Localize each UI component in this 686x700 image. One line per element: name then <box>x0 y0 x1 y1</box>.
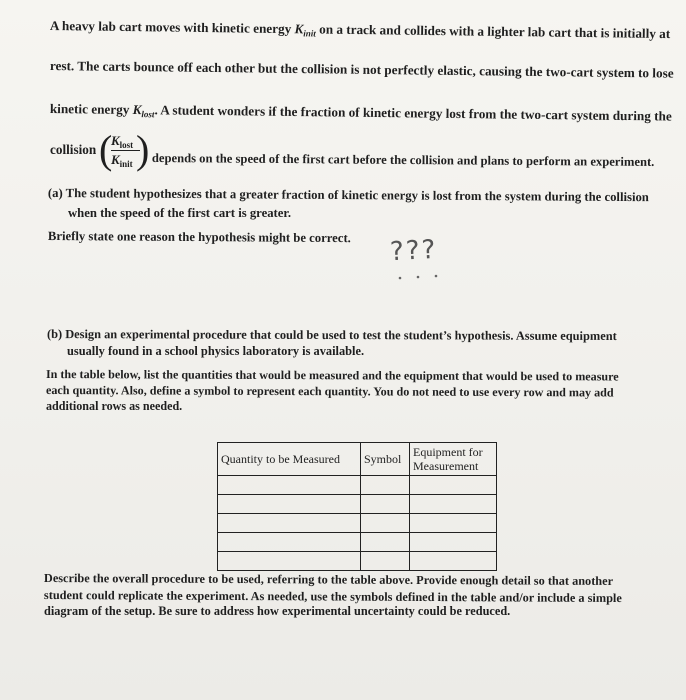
describe-line-1: Describe the overall procedure to be used, referring to the table above. Provide enough detail so that another <box>43 571 614 588</box>
table-intro-line-1: In the table below, list the quantities that would be measured and the equipment that would be used to measure <box>45 367 619 384</box>
collision-word: collision <box>50 142 97 157</box>
equipment-cell[interactable] <box>410 514 497 533</box>
handwritten-question-marks: ??? <box>389 234 439 268</box>
part-b-line-1: (b) Design an experimental procedure that could be used to test the student’s hypothesis. Assume equipment <box>46 327 617 343</box>
header-quantity: Quantity to be Measured <box>218 443 361 476</box>
k-lost-symbol: K <box>132 102 142 118</box>
table-row <box>218 514 497 533</box>
measurement-table <box>217 442 497 571</box>
intro-line-3: kinetic energy $K_{lost}$. A student wonders if the fraction of kinetic energy lost from the two-cart system during the <box>49 101 672 124</box>
describe-line-2: student could replicate the experiment. As needed, use the symbols defined in the table and/or include a simple <box>43 588 622 606</box>
intro-line-1: A heavy lab cart moves with kinetic energy $K_{init}$ on a track and collides with a lighter lab cart that is initially at <box>49 18 671 42</box>
equipment-cell[interactable] <box>410 552 497 571</box>
symbol-cell[interactable] <box>361 552 410 571</box>
intro-line-2: rest. The carts bounce off each other but the collision is not perfectly elastic, causing the two-cart system to lose <box>49 58 674 81</box>
quantity-cell[interactable] <box>218 552 361 571</box>
part-a-prompt: Briefly state one reason the hypothesis might be correct. <box>47 228 351 246</box>
table-header-row <box>218 443 497 476</box>
quantity-cell[interactable] <box>218 476 361 495</box>
table-row <box>218 533 497 552</box>
quantity-cell[interactable] <box>218 533 361 552</box>
table-row <box>218 495 497 514</box>
symbol-cell[interactable] <box>361 533 410 552</box>
table-row <box>218 552 497 571</box>
intro-line-4: depends on the speed of the first cart before the collision and plans to perform an experiment. <box>151 150 655 169</box>
right-paren: ) <box>136 127 150 172</box>
part-a-line-1: (a) The student hypothesizes that a greater fraction of kinetic energy is lost from the system during the collision <box>47 185 649 205</box>
quantity-cell[interactable] <box>218 514 361 533</box>
fraction-denominator: $K_{init}$ <box>111 152 133 169</box>
table-row <box>218 476 497 495</box>
left-paren: ( <box>99 127 113 172</box>
table-intro-line-3: additional rows as needed. <box>46 399 183 413</box>
describe-line-3: diagram of the setup. Be sure to address how experimental uncertainty could be reduced. <box>44 604 511 618</box>
table-intro-line-2: each quantity. Also, define a symbol to represent each quantity. You do not need to use every row and may add <box>45 383 614 400</box>
equipment-cell[interactable] <box>410 533 497 552</box>
symbol-cell[interactable] <box>361 514 410 533</box>
header-symbol: Symbol <box>361 443 410 476</box>
part-a-line-2: when the speed of the first cart is greater. <box>68 206 292 220</box>
equipment-cell[interactable] <box>410 495 497 514</box>
header-equipment: Equipment for Measurement <box>410 443 497 476</box>
symbol-cell[interactable] <box>361 495 410 514</box>
equipment-cell[interactable] <box>410 476 497 495</box>
quantity-cell[interactable] <box>218 495 361 514</box>
symbol-cell[interactable] <box>361 476 410 495</box>
kinetic-energy-fraction <box>99 127 150 172</box>
k-init-symbol: K <box>294 21 304 37</box>
part-b-line-2: usually found in a school physics laboratory is available. <box>67 344 365 358</box>
handwritten-dots <box>396 272 446 282</box>
fraction-numerator: $K_{lost}$ <box>111 133 134 150</box>
